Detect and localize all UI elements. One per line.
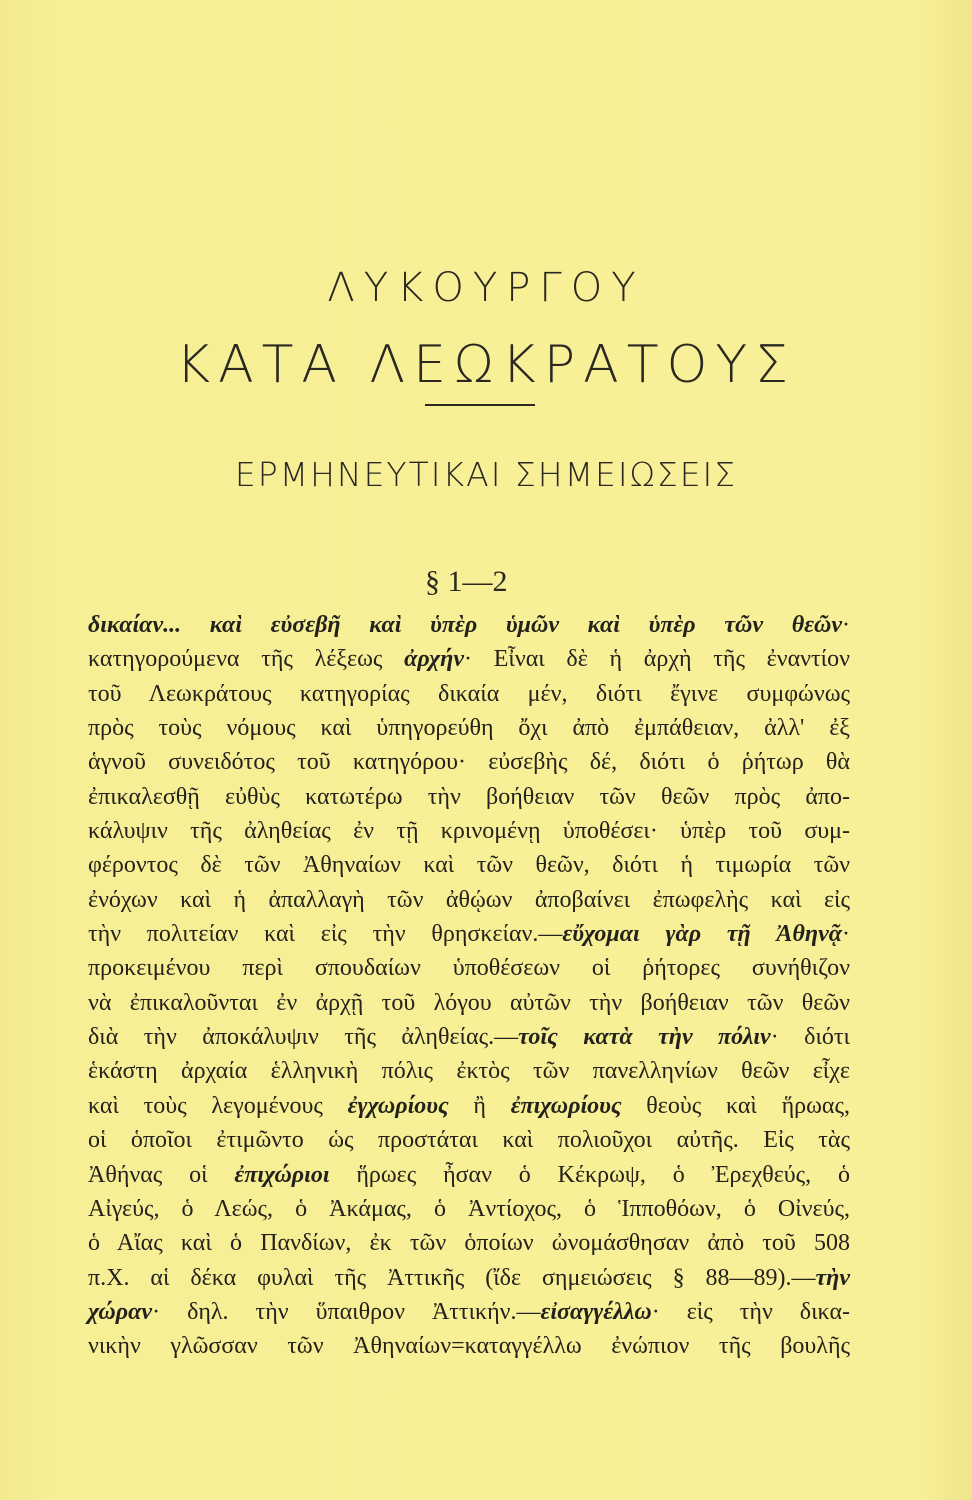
lemma-text: ἐγχωρίους bbox=[347, 1092, 449, 1119]
text-line bbox=[88, 608, 850, 642]
text-line bbox=[88, 951, 850, 985]
text-line bbox=[88, 1226, 850, 1260]
text-line bbox=[88, 1192, 850, 1226]
note-text: νικὴν γλῶσσαν τῶν Ἀθηναίων=καταγγέλλω ἐνώπιον τῆς βουλῆς bbox=[88, 1333, 850, 1360]
note-text: · εἰς τὴν δικα- bbox=[651, 1298, 851, 1325]
note-text: οἱ ὁποῖοι ἐτιμῶντο ὡς προστάται καὶ πολιοῦχοι αὐτῆς. Εἰς τὰς bbox=[88, 1127, 850, 1154]
text-line bbox=[88, 677, 850, 711]
note-text: θεοὺς καὶ ἥρωας, bbox=[621, 1092, 850, 1119]
text-line bbox=[88, 848, 850, 882]
note-text: τοῦ Λεωκράτους κατηγορίας δικαία μέν, διότι ἔγινε συμφώνως bbox=[88, 680, 850, 707]
note-text: τὴν πολιτείαν καὶ εἰς τὴν θρησκείαν.— bbox=[88, 921, 563, 948]
note-text: · bbox=[842, 612, 850, 638]
text-line bbox=[88, 642, 850, 676]
note-text: καὶ τοὺς λεγομένους bbox=[88, 1092, 348, 1119]
note-text: · διότι bbox=[770, 1024, 851, 1051]
note-text: κατηγορούμενα τῆς λέξεως bbox=[88, 646, 405, 673]
text-line bbox=[88, 1123, 850, 1157]
lemma-text: εἰσαγγέλλω bbox=[540, 1298, 652, 1325]
text-line bbox=[88, 780, 850, 814]
text-line bbox=[88, 1020, 850, 1054]
note-text: π.Χ. αἱ δέκα φυλαὶ τῆς Ἀττικῆς (ἴδε σημειώσεις § 88—89).— bbox=[88, 1264, 816, 1291]
lemma-text: ἐπιχώριοι bbox=[234, 1161, 330, 1188]
lemma-text: ἀρχήν bbox=[404, 646, 465, 673]
lemma-text: τοῖς κατὰ τὴν πόλιν bbox=[518, 1024, 771, 1051]
note-text: Ἀθήνας οἱ bbox=[88, 1161, 235, 1188]
text-line bbox=[88, 745, 850, 779]
lemma-text: ἐπιχωρίους bbox=[510, 1092, 622, 1119]
note-text: ὁ Αἴας καὶ ὁ Πανδίων, ἐκ τῶν ὁποίων ὠνομάσθησαν ἀπὸ τοῦ 508 bbox=[88, 1230, 850, 1257]
text-line bbox=[88, 711, 850, 745]
note-text: ἥρωες ἦσαν ὁ Κέκρωψ, ὁ Ἐρεχθεύς, ὁ bbox=[329, 1161, 851, 1188]
commentary-text bbox=[88, 608, 850, 1364]
text-line bbox=[88, 1295, 850, 1329]
text-line bbox=[88, 917, 850, 951]
text-line bbox=[88, 1054, 850, 1088]
text-line bbox=[88, 1089, 850, 1123]
note-text: · δηλ. τὴν ὕπαιθρον Ἀττικήν.— bbox=[152, 1298, 541, 1325]
note-text: ἁγνοῦ συνειδότος τοῦ κατηγόρου· εὐσεβὴς δέ, διότι ὁ ῥήτωρ θὰ bbox=[88, 749, 850, 776]
lemma-text: εὔχομαι γὰρ τῇ Ἀθηνᾷ bbox=[562, 921, 842, 948]
text-line bbox=[88, 1158, 850, 1192]
lemma-text: τὴν bbox=[815, 1264, 850, 1291]
section-number: § 1—2 bbox=[425, 565, 508, 598]
note-text: ἐνόχων καὶ ἡ ἀπαλλαγὴ τῶν ἀθῴων ἀποβαίνει ἐπωφελὴς καὶ εἰς bbox=[88, 886, 850, 913]
text-line bbox=[88, 814, 850, 848]
lemma-text: χώραν bbox=[88, 1298, 153, 1325]
note-text: ἐπικαλεσθῇ εὐθὺς κατωτέρω τὴν βοήθειαν τῶν θεῶν πρὸς ἀπο- bbox=[88, 783, 850, 810]
text-line bbox=[88, 986, 850, 1020]
work-title: ΚΑΤΑ ΛΕΩΚΡΑΤΟΥΣ bbox=[175, 335, 797, 395]
note-text: ἑκάστη ἀρχαία ἑλληνικὴ πόλις ἐκτὸς τῶν πανελληνίων θεῶν εἶχε bbox=[88, 1058, 850, 1085]
note-text: προκειμένου περὶ σπουδαίων ὑποθέσεων οἱ ῥήτορες συνήθιζον bbox=[88, 955, 850, 982]
lemma-text: δικαίαν... καὶ εὐσεβῆ καὶ ὑπὲρ ὑμῶν καὶ ὑπὲρ τῶν θεῶν bbox=[88, 612, 842, 638]
note-text: κάλυψιν τῆς ἀληθείας ἐν τῇ κρινομένῃ ὑποθέσει· ὑπὲρ τοῦ συμ- bbox=[88, 818, 850, 845]
text-line bbox=[88, 1261, 850, 1295]
note-text: νὰ ἐπικαλοῦνται ἐν ἀρχῇ τοῦ λόγου αὐτῶν τὴν βοήθειαν τῶν θεῶν bbox=[88, 989, 850, 1016]
author-heading: ΛΥΚΟΥΡΓΟΥ bbox=[327, 265, 645, 311]
note-text: · bbox=[842, 921, 850, 948]
note-text: φέροντος δὲ τῶν Ἀθηναίων καὶ τῶν θεῶν, διότι ἡ τιμωρία τῶν bbox=[88, 852, 850, 879]
note-text: Αἰγεύς, ὁ Λεώς, ὁ Ἀκάμας, ὁ Ἀντίοχος, ὁ Ἱπποθόων, ὁ Οἰνεύς, bbox=[88, 1195, 850, 1222]
title-rule bbox=[425, 404, 535, 406]
note-text: πρὸς τοὺς νόμους καὶ ὑπηγορεύθη ὄχι ἀπὸ ἐμπάθειαν, ἀλλ' ἐξ bbox=[88, 715, 850, 742]
note-text: · Εἶναι δὲ ἡ ἀρχὴ τῆς ἐναντίον bbox=[464, 646, 850, 673]
notes-subtitle: ΕΡΜΗΝΕΥΤΙΚΑΙ ΣΗΜΕΙΩΣΕΙΣ bbox=[234, 455, 738, 494]
text-line bbox=[88, 883, 850, 917]
note-text: ἢ bbox=[448, 1092, 511, 1119]
text-line bbox=[88, 1329, 850, 1363]
note-text: διὰ τὴν ἀποκάλυψιν τῆς ἀληθείας.— bbox=[88, 1024, 519, 1051]
